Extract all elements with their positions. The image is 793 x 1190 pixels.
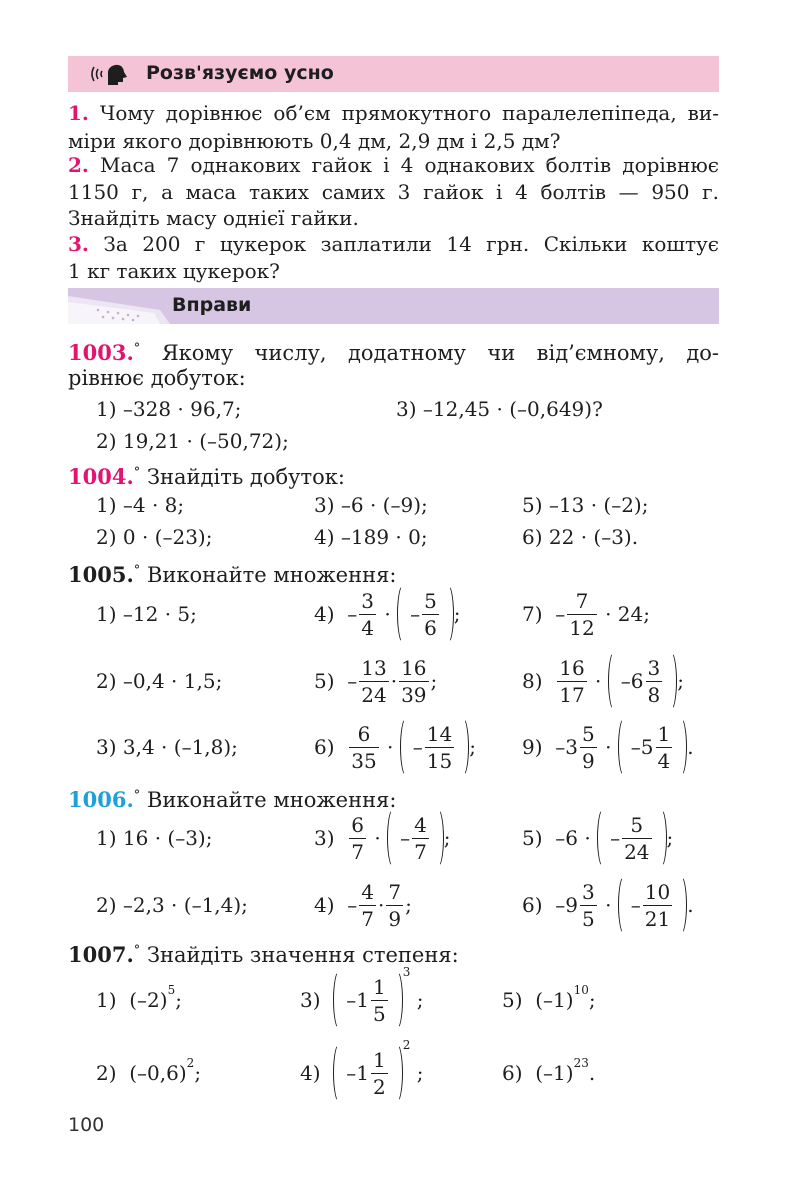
denominator: 21 <box>644 906 671 931</box>
denominator: 9 <box>388 906 402 931</box>
item-label: 9) <box>522 735 543 759</box>
right-paren <box>674 717 687 777</box>
oral-question-2-line-2: 1150 г, а маса таких самих 3 гайок і 4 болтів — 950 г. <box>68 180 719 204</box>
numerator: 4 <box>414 812 427 837</box>
numerator: 13 <box>361 655 387 680</box>
exercise-1007-item-6: 6) (–1) 23 . <box>502 1056 596 1085</box>
fraction <box>359 657 388 706</box>
denominator: 9 <box>581 748 595 773</box>
item-tail: · 24; <box>605 602 650 626</box>
right-paren <box>674 875 687 935</box>
right-paren <box>654 808 667 868</box>
fraction <box>349 814 366 863</box>
item-label: 5) <box>314 669 335 693</box>
exponent: 2 <box>186 1056 195 1070</box>
degree-mark: ° <box>133 465 141 480</box>
item-label: 6) <box>502 1061 523 1085</box>
exercise-1006-item-3: 3) $\frac{6}{7}$ · – $\frac{4}{7}$ ; <box>314 798 451 878</box>
whole-part: –5 <box>630 735 654 759</box>
exercise-1004-item-1: 1) –4 · 8; <box>96 493 185 517</box>
numerator: 3 <box>647 655 661 680</box>
numerator: 7 <box>388 879 402 904</box>
exponent: 5 <box>167 983 176 997</box>
exercise-1003-item-3: 3) –12,45 · (–0,649)? <box>396 397 603 421</box>
numerator: 7 <box>575 588 589 613</box>
fraction <box>580 723 597 772</box>
denominator: 12 <box>569 615 595 640</box>
whole-part: –6 <box>620 669 644 693</box>
exercise-1005-item-2: 2) –0,4 · 1,5; <box>96 669 223 693</box>
exercise-1005-item-8: 8) $\frac{16}{17}$ · –6 $\frac{3}{8}$ ; <box>522 641 684 721</box>
numerator: 6 <box>357 721 371 746</box>
denominator: 7 <box>414 839 427 864</box>
exercise-1007-number: 1007. <box>68 942 134 967</box>
numerator: 10 <box>644 879 671 904</box>
exercise-1003-item-2: 2) 19,21 · (–50,72); <box>96 429 289 453</box>
numerator: 1 <box>657 721 671 746</box>
exercise-1004-item-6: 6) 22 · (–3). <box>522 525 639 549</box>
exercise-1005-item-9: 9) –3 $\frac{5}{9}$ · –5 $\frac{1}{4}$ . <box>522 707 694 787</box>
denominator: 17 <box>559 682 585 707</box>
numerator: 5 <box>424 588 437 613</box>
item-label: 1) <box>96 988 117 1012</box>
exercise-1006-item-6: 6) –9 $\frac{3}{5}$ · – $\frac{10}{21}$ . <box>522 865 694 945</box>
numerator: 1 <box>372 1047 386 1072</box>
exercise-1004-item-4: 4) –189 · 0; <box>314 525 428 549</box>
item-label: 7) <box>522 602 543 626</box>
exponent: 10 <box>573 983 589 997</box>
left-paren <box>618 875 631 935</box>
whole-part: –3 <box>555 735 578 759</box>
exercise-1005-item-4: 4) – $\frac{3}{4}$ · – $\frac{5}{6}$ ; <box>314 574 461 654</box>
denominator: 15 <box>426 748 453 773</box>
exercise-1004-number: 1004. <box>68 464 134 489</box>
item-label: 5) <box>522 826 543 850</box>
exponent: 3 <box>402 965 411 979</box>
power-base: (–1) <box>535 988 574 1012</box>
fraction <box>386 881 403 930</box>
denominator: 2 <box>372 1074 386 1099</box>
exercise-1004-item-5: 5) –13 · (–2); <box>522 493 649 517</box>
fraction <box>425 723 454 772</box>
exercise-1004-item-3: 3) –6 · (–9); <box>314 493 428 517</box>
exercise-1004-heading <box>68 459 345 491</box>
exercise-1007-item-1: 1) (–2) 5 ; <box>96 983 182 1012</box>
item-label: 6) <box>314 735 335 759</box>
denominator: 35 <box>351 748 377 773</box>
oral-question-1-line-1 <box>68 99 719 127</box>
power-base: (–1) <box>535 1061 574 1085</box>
fraction <box>349 723 378 772</box>
fraction <box>580 881 597 930</box>
left-paren <box>618 717 631 777</box>
numerator: 6 <box>351 812 364 837</box>
exercise-1006-item-5: 5) –6 · – $\frac{5}{24}$ ; <box>522 798 673 878</box>
fraction <box>656 723 673 772</box>
numerator: 14 <box>426 721 453 746</box>
oral-question-2-line-3: Знайдіть масу однієї гайки. <box>68 206 359 230</box>
oral-section-title: Розв'язуємо усно <box>146 62 334 84</box>
oral-section-header <box>68 56 719 92</box>
oral-question-1-text: Чому дорівнює об’єм прямокутного паралелепіпеда, ви- <box>99 101 719 125</box>
exercise-1007-item-3: 3) –1 $\frac{1}{5}$ 3 ; <box>300 960 423 1040</box>
denominator: 24 <box>624 839 650 864</box>
exercise-1003-text: Якому числу, додатному чи від’ємному, до- <box>161 341 719 365</box>
item-lead: –6 · <box>555 826 591 850</box>
exercise-1007-text: Знайдіть значення степеня: <box>146 943 459 967</box>
fraction <box>557 657 586 706</box>
left-paren <box>397 584 410 644</box>
item-label: 3) <box>300 988 321 1012</box>
fraction <box>371 1049 388 1098</box>
fraction <box>646 657 663 706</box>
degree-mark: ° <box>133 788 141 803</box>
fraction <box>359 590 376 639</box>
item-label: 4) <box>300 1061 321 1085</box>
degree-mark: ° <box>133 943 141 958</box>
numerator: 16 <box>559 655 585 680</box>
denominator: 4 <box>361 615 374 640</box>
left-paren <box>400 717 413 777</box>
oral-question-2-number: 2. <box>68 153 89 177</box>
page-number: 100 <box>68 1114 105 1136</box>
exercises-section-title: Вправи <box>172 294 252 316</box>
numerator: 3 <box>361 588 374 613</box>
exercise-1007-item-2: 2) (–0,6) 2 ; <box>96 1056 202 1085</box>
fraction <box>643 881 672 930</box>
fraction <box>422 590 439 639</box>
item-label: 4) <box>314 602 335 626</box>
oral-question-3-number: 3. <box>68 232 89 256</box>
exercise-1005-text: Виконайте множення: <box>146 563 397 587</box>
exercise-1007-item-4: 4) –1 $\frac{1}{2}$ 2 ; <box>300 1033 423 1113</box>
exercise-1003-item-1: 1) –328 · 96,7; <box>96 397 242 421</box>
item-label: 6) <box>522 893 543 917</box>
denominator: 24 <box>361 682 387 707</box>
numerator: 16 <box>401 655 427 680</box>
oral-question-1-number: 1. <box>68 101 89 125</box>
exercise-1006-item-4: 4) – $\frac{4}{7}$ · $\frac{7}{9}$ ; <box>314 879 412 931</box>
oral-question-3-text: За 200 г цукерок заплатили 14 грн. Скільки коштує <box>103 232 719 256</box>
numerator: 5 <box>630 812 644 837</box>
fraction <box>622 814 651 863</box>
right-paren <box>456 717 469 777</box>
numerator: 1 <box>372 974 386 999</box>
fraction <box>567 590 596 639</box>
left-paren <box>387 808 400 868</box>
fraction <box>412 814 429 863</box>
denominator: 8 <box>647 682 661 707</box>
left-paren <box>333 970 346 1030</box>
degree-mark: ° <box>133 563 141 578</box>
exercise-1004-text: Знайдіть добуток: <box>146 465 345 489</box>
exercise-1006-item-2: 2) –2,3 · (–1,4); <box>96 893 248 917</box>
right-paren <box>664 651 677 711</box>
exponent: 23 <box>573 1056 589 1070</box>
denominator: 39 <box>401 682 427 707</box>
oral-question-3-line-1 <box>68 230 719 258</box>
oral-question-2-text: Маса 7 однакових гайок і 4 однакових болтів дорівнює <box>100 153 720 177</box>
exercise-1005-item-6: 6) $\frac{6}{35}$ · – $\frac{14}{15}$ ; <box>314 707 476 787</box>
exercise-1003-number: 1003. <box>68 340 134 365</box>
exercise-1005-item-7: 7) – $\frac{7}{12}$ · 24; <box>522 588 650 640</box>
oral-question-3-line-2: 1 кг таких цукерок? <box>68 259 280 283</box>
exercise-1005-item-5: 5) – $\frac{13}{24}$ · $\frac{16}{39}$ ; <box>314 655 438 707</box>
oral-question-1-line-2: міри якого дорівнюють 0,4 дм, 2,9 дм і 2,5 дм? <box>68 129 561 153</box>
exponent: 2 <box>402 1038 411 1052</box>
left-paren <box>333 1043 346 1103</box>
denominator: 7 <box>361 906 374 931</box>
exercise-1007-item-5: 5) (–1) 10 ; <box>502 983 596 1012</box>
denominator: 7 <box>351 839 364 864</box>
item-label: 4) <box>314 893 335 917</box>
denominator: 6 <box>424 615 437 640</box>
numerator: 4 <box>361 879 374 904</box>
item-label: 2) <box>96 1061 117 1085</box>
degree-mark: ° <box>133 341 141 356</box>
numerator: 3 <box>581 879 595 904</box>
right-paren <box>441 584 454 644</box>
exercise-1003-line-1 <box>68 335 719 367</box>
denominator: 4 <box>657 748 671 773</box>
exercise-1005-item-1: 1) –12 · 5; <box>96 602 197 626</box>
exercise-1006-text: Виконайте множення: <box>146 788 397 812</box>
pencil-icon <box>68 288 170 324</box>
exercises-section-header <box>68 288 719 324</box>
item-label: 5) <box>502 988 523 1012</box>
item-label: 8) <box>522 669 543 693</box>
exercise-1006-item-1: 1) 16 · (–3); <box>96 826 213 850</box>
power-base: (–2) <box>129 988 168 1012</box>
whole-part: –1 <box>346 988 369 1012</box>
exercise-1005-number: 1005. <box>68 562 134 587</box>
item-label: 3) <box>314 826 335 850</box>
right-paren <box>431 808 444 868</box>
whole-part: –9 <box>555 893 578 917</box>
exercise-1004-item-2: 2) 0 · (–23); <box>96 525 213 549</box>
exercise-1003-line-2: рівнює добуток: <box>68 366 246 390</box>
power-base: (–0,6) <box>129 1061 187 1085</box>
exercise-1006-number: 1006. <box>68 787 134 812</box>
denominator: 5 <box>372 1001 386 1026</box>
fraction <box>399 657 428 706</box>
numerator: 5 <box>581 721 595 746</box>
left-paren <box>597 808 610 868</box>
fraction <box>359 881 376 930</box>
fraction <box>371 976 388 1025</box>
denominator: 5 <box>581 906 595 931</box>
exercise-1005-item-3: 3) 3,4 · (–1,8); <box>96 735 238 759</box>
right-paren <box>390 970 403 1030</box>
whole-part: –1 <box>346 1061 369 1085</box>
left-paren <box>608 651 621 711</box>
speaking-head-icon <box>90 61 128 87</box>
right-paren <box>390 1043 403 1103</box>
oral-question-2-line-1 <box>68 151 719 179</box>
